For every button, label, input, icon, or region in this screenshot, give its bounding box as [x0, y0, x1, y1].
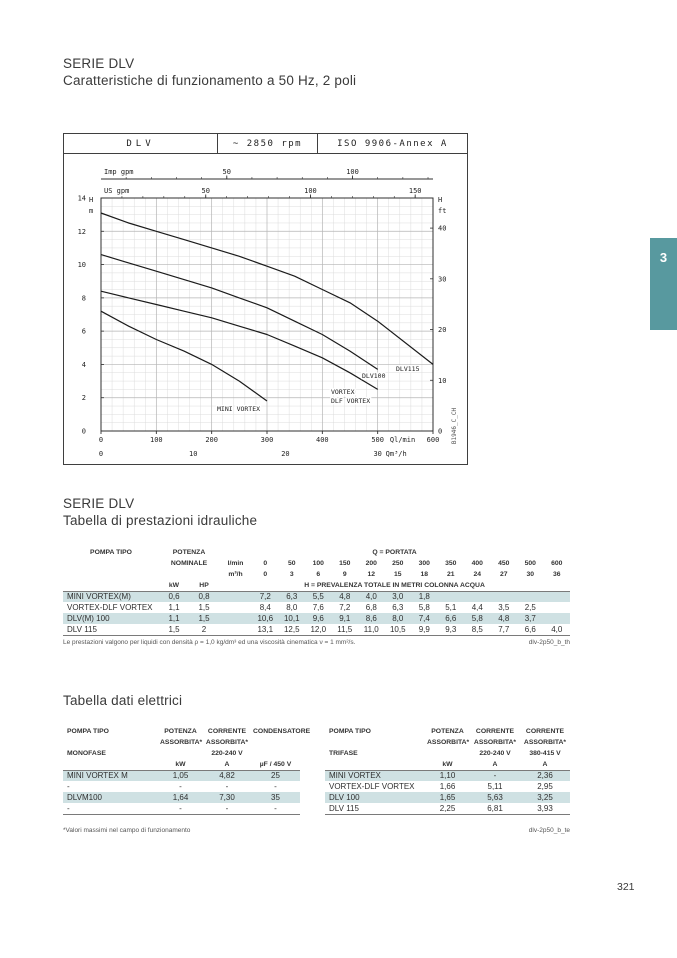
phase-label: MONOFASE — [67, 750, 106, 757]
lmin-tick: 200 — [365, 560, 377, 567]
y-right-tick-label: 20 — [438, 326, 447, 335]
m3h-tick: 9 — [342, 571, 347, 578]
capacitor-value: 25 — [251, 770, 300, 781]
pump-name: DLV(M) 100 — [63, 613, 159, 624]
head-value — [491, 591, 518, 602]
chapter-tab — [650, 238, 677, 330]
col-header-corrente: CORRENTE — [207, 728, 247, 735]
power-kw: 0,6 — [159, 591, 189, 602]
pump-name: VORTEX-DLF VORTEX — [67, 603, 153, 612]
head-value: 9,3 — [438, 624, 465, 635]
electrical-section-title: Tabella dati elettrici — [63, 693, 183, 708]
curve-label: DLV115 — [396, 365, 420, 373]
mono-head-row-3 — [63, 748, 300, 759]
electrical-doc-ref: dlv-2p50_b_te — [528, 827, 570, 834]
power-hp: 1,5 — [198, 603, 210, 612]
lmin-tick: 100 — [312, 560, 324, 567]
col-header-assorbita: ASSORBITA* — [160, 739, 203, 746]
head-value: 7,4 — [411, 613, 438, 624]
hydraulic-doc-ref: dlv-2p50_b_th — [528, 639, 570, 646]
chart-watermark: B1946_C_CH — [451, 407, 458, 445]
chart-header-bar — [64, 134, 467, 154]
col-header-potenza: POTENZA — [172, 548, 206, 556]
tri-head-row-1 — [325, 726, 570, 737]
y-right-axis-label: H — [438, 196, 443, 204]
power-hp: 2 — [189, 624, 219, 635]
phase-label: TRIFASE — [329, 750, 358, 757]
y-left-tick-label: 12 — [77, 227, 86, 236]
pump-name: - — [63, 803, 158, 814]
x-tick-label: 100 — [150, 436, 163, 444]
page-number: 321 — [617, 881, 635, 893]
mono-head-row-2 — [63, 737, 300, 748]
y-left-tick-label: 14 — [77, 194, 86, 203]
head-value: 6,3 — [392, 603, 404, 612]
current-380v: 2,95 — [537, 782, 553, 791]
imp-tick-label: 50 — [222, 168, 231, 176]
col-header-assorbita: ASSORBITA* — [473, 739, 517, 746]
electrical-row — [63, 803, 300, 814]
head-value — [517, 591, 544, 602]
x-tick-label: 300 — [260, 436, 274, 444]
head-note: H = PREVALENZA TOTALE IN METRI COLONNA ACQUA — [219, 580, 570, 591]
spacer-cell — [63, 759, 158, 770]
spacer-cell — [63, 558, 159, 569]
power-hp: 0,8 — [189, 591, 219, 602]
head-value: 5,8 — [418, 603, 430, 612]
lmin-tick: 600 — [551, 560, 563, 567]
capacitor-value: - — [251, 803, 300, 814]
head-value: 8,5 — [464, 624, 491, 635]
electrical-row — [325, 770, 570, 781]
col-header-nominale: NOMINALE — [170, 560, 208, 567]
electrical-footnote-row — [63, 827, 570, 834]
hydro-head-row-units — [63, 580, 570, 591]
power-kw: 1,64 — [158, 792, 203, 803]
current-220v: 5,11 — [487, 782, 503, 791]
power-kw: 1,10 — [425, 770, 470, 781]
hydro-head-row-1 — [63, 546, 570, 558]
head-value: 6,8 — [365, 603, 377, 612]
head-value: 1,8 — [411, 591, 438, 602]
head-value: 10,6 — [252, 613, 279, 624]
x-tick-label: 200 — [205, 436, 218, 444]
m3h-tick-label: 10 — [189, 450, 198, 458]
power-kw: 1,65 — [425, 792, 470, 803]
curve-dlv100 — [101, 255, 378, 370]
m3h-tick: 18 — [420, 571, 429, 578]
current-a: - — [203, 803, 251, 814]
mono-head-row-units — [63, 759, 300, 770]
head-value: 3,5 — [498, 603, 510, 612]
performance-chart — [63, 133, 468, 465]
m3h-tick: 27 — [499, 571, 508, 578]
col-header-corrente: CORRENTE — [475, 728, 515, 735]
pump-name: DLV 115 — [325, 803, 425, 814]
lmin-tick: 350 — [445, 560, 457, 567]
chapter-tab-label: 3 — [659, 250, 668, 265]
section-hydraulic-header — [63, 495, 257, 529]
head-value: 10,1 — [279, 613, 306, 624]
m3h-tick: 24 — [473, 571, 482, 578]
pump-name: MINI VORTEX M — [63, 770, 158, 781]
head-value: 10,5 — [385, 624, 412, 635]
x-tick-label: 0 — [98, 436, 104, 444]
spacer-cell — [251, 737, 300, 748]
col-header-assorbita: ASSORBITA* — [205, 739, 249, 746]
unit-kw: kW — [159, 580, 189, 591]
m3h-tick: 36 — [553, 571, 561, 578]
capacitor-value: 35 — [251, 792, 300, 803]
head-value: 8,6 — [358, 613, 385, 624]
spacer-cell — [63, 580, 159, 591]
power-kw: - — [179, 782, 182, 791]
spacer-cell — [63, 569, 159, 580]
power-kw: 2,25 — [425, 803, 470, 814]
section-electrical-header — [63, 692, 182, 709]
electrical-row — [325, 792, 570, 803]
unit-a: A — [203, 759, 251, 770]
electrical-row — [325, 803, 570, 814]
electrical-table-monofase — [63, 726, 311, 815]
pump-name: DLV 115 — [63, 624, 159, 635]
m3h-tick-label: 30 — [373, 450, 382, 458]
head-value: 9,1 — [332, 613, 359, 624]
us-axis-label: US gpm — [104, 187, 130, 195]
curve-label: VORTEX — [331, 388, 355, 396]
current-220v: - — [470, 770, 520, 781]
unit-kw: kW — [158, 759, 203, 770]
lmin-tick: 500 — [524, 560, 536, 567]
current-220v: 5,63 — [470, 792, 520, 803]
m3h-tick: 0 — [263, 571, 268, 578]
head-value: 11,0 — [358, 624, 385, 635]
spacer-cell — [63, 737, 158, 748]
head-value — [464, 591, 491, 602]
spacer-cell — [425, 748, 470, 759]
col-header-portata: Q = PORTATA — [372, 548, 417, 556]
current-a: 4,82 — [203, 770, 251, 781]
m3h-tick-label: 0 — [98, 450, 104, 458]
hydraulic-row — [63, 602, 570, 613]
tri-head-row-2 — [325, 737, 570, 748]
pump-name: VORTEX-DLF VORTEX — [329, 782, 415, 791]
spacer-cell — [325, 759, 425, 770]
electrical-footnote: *Valori massimi nel campo di funzionamento — [63, 827, 191, 834]
electrical-row — [63, 781, 300, 792]
power-hp: 1,5 — [189, 613, 219, 624]
hydraulic-row — [63, 613, 570, 624]
col-header-condensatore: CONDENSATORE — [253, 728, 311, 735]
current-a: - — [225, 782, 229, 791]
lmin-tick: 250 — [392, 560, 404, 567]
col-header-assorbita: ASSORBITA* — [523, 739, 567, 746]
chart-speed-label: ~ 2850 rpm — [218, 134, 318, 153]
curve-label: MINI VORTEX — [217, 405, 261, 413]
hydraulic-section-title: SERIE DLV — [63, 496, 135, 511]
m3h-tick: 6 — [316, 571, 321, 578]
current-380v: 3,25 — [520, 792, 570, 803]
head-value: 12,0 — [305, 624, 332, 635]
head-value: 6,6 — [517, 624, 544, 635]
power-kw: - — [158, 803, 203, 814]
head-value: 8,4 — [259, 603, 271, 612]
head-value: 6,6 — [438, 613, 465, 624]
mono-head-row-1 — [63, 726, 300, 737]
imp-tick-label: 100 — [346, 168, 359, 176]
unit-a: A — [470, 759, 520, 770]
m3h-tick: 21 — [446, 571, 455, 578]
spacer-cell — [159, 569, 219, 580]
head-value: 11,5 — [332, 624, 359, 635]
y-left-tick-label: 2 — [81, 394, 86, 403]
y-left-tick-label: 0 — [81, 427, 86, 436]
lmin-tick: 50 — [287, 560, 296, 567]
electrical-row — [63, 792, 300, 803]
curve-label: DLF VORTEX — [331, 397, 371, 405]
m3h-tick-label: 20 — [281, 450, 290, 458]
unit-spacer — [219, 613, 252, 624]
head-value: 4,4 — [471, 603, 483, 612]
spacer-cell — [251, 748, 300, 759]
unit-kw: kW — [425, 759, 470, 770]
m3h-tick: 3 — [289, 571, 294, 578]
electrical-row — [63, 770, 300, 781]
head-value: 13,1 — [252, 624, 279, 635]
tri-head-row-3 — [325, 748, 570, 759]
pump-name: - — [67, 782, 70, 791]
col-header-assorbita: ASSORBITA* — [427, 739, 470, 746]
head-value: 7,6 — [312, 603, 324, 612]
performance-curves-svg — [64, 154, 467, 464]
capacitor-value: - — [274, 782, 277, 791]
lmin-tick: 0 — [263, 560, 268, 567]
head-value: 4,8 — [332, 591, 359, 602]
current-380v: 3,93 — [520, 803, 570, 814]
head-value: 7,7 — [491, 624, 518, 635]
hydro-head-row-lmin — [63, 558, 570, 569]
voltage-label: 220-240 V — [479, 750, 511, 757]
chart-model-label: DLV — [64, 134, 218, 153]
col-header-potenza: POTENZA — [164, 728, 197, 735]
col-header-pompa-tipo: POMPA TIPO — [329, 728, 371, 735]
hydraulic-table — [63, 546, 570, 636]
chart-standard-label: ISO 9906-Annex A — [337, 138, 448, 149]
head-value: 5,8 — [464, 613, 491, 624]
hydraulic-footnote-row — [63, 639, 570, 646]
y-right-tick-label: 40 — [438, 224, 447, 233]
col-header-pompa-tipo: POMPA TIPO — [67, 728, 109, 735]
unit-a: A — [520, 759, 570, 770]
y-left-tick-label: 8 — [81, 294, 86, 303]
y-left-axis-label: H — [89, 196, 94, 204]
y-right-tick-label: 0 — [438, 427, 443, 436]
power-kw: 1,05 — [158, 770, 203, 781]
imp-axis-label: Imp gpm — [104, 168, 134, 176]
y-right-tick-label: 10 — [438, 376, 447, 385]
x-axis-label: Ql/min — [389, 436, 416, 444]
unit-hp: HP — [189, 580, 219, 591]
lmin-tick: 150 — [339, 560, 351, 567]
m3h-tick: 15 — [393, 571, 402, 578]
unit-spacer — [219, 602, 252, 613]
y-left-axis-label: m — [89, 207, 94, 215]
m3h-axis-label: Qm³/h — [385, 450, 407, 458]
pump-name: DLVM100 — [63, 792, 158, 803]
m3h-tick: 12 — [367, 571, 376, 578]
lmin-tick: 400 — [471, 560, 483, 567]
head-value: 4,0 — [358, 591, 385, 602]
head-value: 5,5 — [305, 591, 332, 602]
hydraulic-row — [63, 591, 570, 602]
head-value — [544, 591, 571, 602]
page-subtitle: Caratteristiche di funzionamento a 50 Hz, 2 poli — [63, 73, 357, 88]
us-tick-label: 150 — [408, 187, 422, 195]
unit-m3h: m³/h — [228, 571, 243, 578]
head-value: 3,0 — [385, 591, 412, 602]
current-380v: 2,36 — [520, 770, 570, 781]
voltage-label: 380-415 V — [529, 750, 561, 757]
x-tick-label: 500 — [371, 436, 384, 444]
electrical-row — [325, 781, 570, 792]
col-header-potenza: POTENZA — [431, 728, 464, 735]
col-header-corrente: CORRENTE — [525, 728, 565, 735]
current-a: 7,30 — [203, 792, 251, 803]
us-tick-label: 100 — [304, 187, 317, 195]
y-left-tick-label: 10 — [77, 261, 86, 270]
head-value: 2,5 — [524, 603, 536, 612]
x-tick-label: 600 — [426, 436, 440, 444]
x-tick-label: 400 — [316, 436, 329, 444]
tri-head-row-units — [325, 759, 570, 770]
head-value: 9,9 — [411, 624, 438, 635]
unit-spacer — [219, 591, 252, 602]
power-kw: 1,1 — [159, 613, 189, 624]
us-tick-label: 50 — [201, 187, 210, 195]
hydraulic-section-subtitle: Tabella di prestazioni idrauliche — [63, 513, 258, 528]
y-right-axis-label: ft — [438, 207, 447, 215]
head-value — [438, 591, 465, 602]
lmin-tick: 300 — [418, 560, 430, 567]
head-value: 5,1 — [445, 603, 457, 612]
current-220v: 6,81 — [470, 803, 520, 814]
hydraulic-row — [63, 624, 570, 635]
col-header-pompa-tipo: POMPA TIPO — [90, 548, 132, 556]
y-right-tick-label: 30 — [438, 275, 447, 284]
curve-label: DLV100 — [362, 372, 386, 380]
power-kw: 1,1 — [168, 603, 180, 612]
head-value: 12,5 — [279, 624, 306, 635]
m3h-tick: 30 — [526, 571, 535, 578]
hydraulic-footnote: Le prestazioni valgono per liquidi con densità ρ = 1,0 kg/dm³ ed una viscosità cinematica ν = 1 mm²/s. — [63, 639, 356, 646]
unit-spacer — [219, 624, 252, 635]
spacer-cell — [158, 748, 203, 759]
voltage-label: 220-240 V — [211, 750, 243, 757]
head-value: 3,7 — [517, 613, 544, 624]
head-value — [544, 602, 571, 613]
y-left-tick-label: 6 — [81, 327, 86, 336]
hydro-head-row-m3h — [63, 569, 570, 580]
head-value: 6,3 — [279, 591, 306, 602]
head-value: 9,6 — [305, 613, 332, 624]
head-value: 4,8 — [491, 613, 518, 624]
unit-lmin: l/min — [227, 560, 244, 567]
pump-name: MINI VORTEX(M) — [63, 591, 159, 602]
spacer-cell — [325, 737, 425, 748]
head-value: 8,0 — [385, 613, 412, 624]
section-performance-header — [63, 55, 356, 89]
head-value: 4,0 — [544, 624, 571, 635]
unit-capacitor: µF / 450 V — [251, 759, 300, 770]
pump-name: DLV 100 — [325, 792, 425, 803]
lmin-tick: 450 — [498, 560, 510, 567]
pump-name: MINI VORTEX — [325, 770, 425, 781]
y-left-tick-label: 4 — [81, 360, 86, 369]
page-title: SERIE DLV — [63, 56, 135, 71]
electrical-table-trifase — [325, 726, 570, 815]
head-value: 7,2 — [339, 603, 351, 612]
power-kw: 1,66 — [439, 782, 456, 791]
head-value: 7,2 — [252, 591, 279, 602]
head-value — [544, 613, 571, 624]
head-value: 8,0 — [286, 603, 298, 612]
power-kw: 1,5 — [159, 624, 189, 635]
